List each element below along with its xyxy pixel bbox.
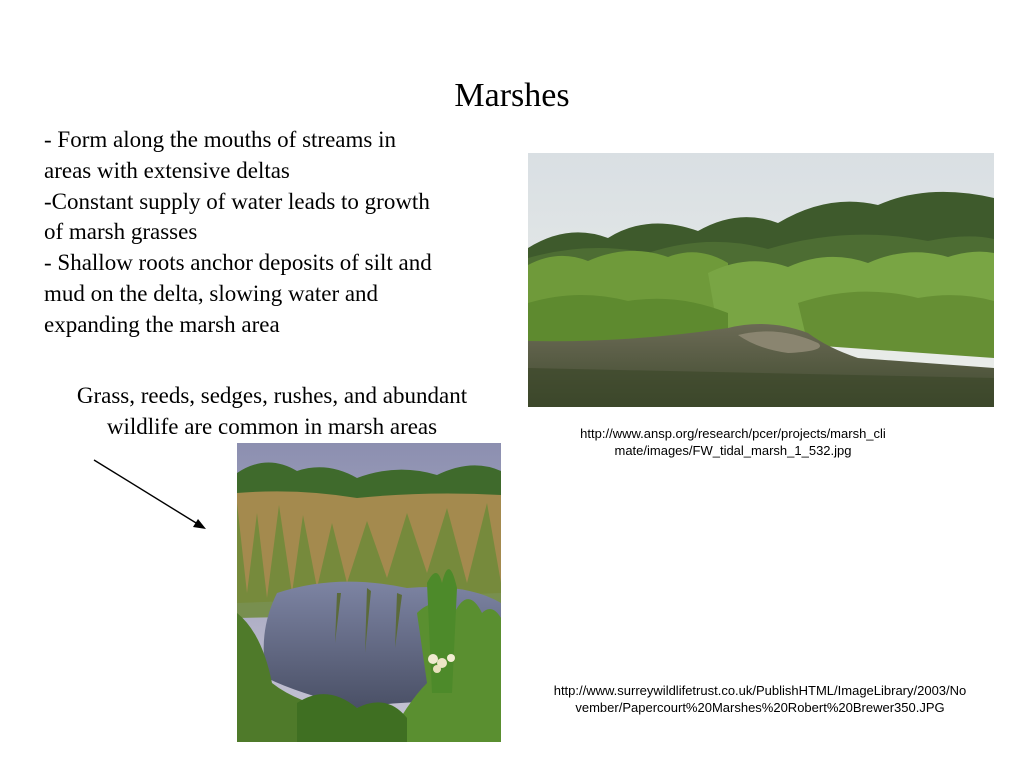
slide-title: Marshes [454, 77, 570, 114]
tidal-marsh-source-url[interactable] [548, 425, 918, 459]
bullet-line: - Form along the mouths of streams in [44, 127, 396, 152]
papercourt-marsh-photo [237, 443, 501, 742]
caption-line: Grass, reeds, sedges, rushes, and abundant [76, 383, 468, 408]
bullet-line: areas with extensive deltas [44, 157, 290, 183]
url-line: http://www.surreywildlifetrust.co.uk/PublishHTML/ImageLibrary/2003/No [553, 683, 967, 698]
bullet-line: expanding the marsh area [44, 311, 280, 337]
url-line: vember/Papercourt%20Marshes%20Robert%20Brewer350.JPG [575, 700, 945, 715]
url-line: http://www.ansp.org/research/pcer/projects/marsh_cli [580, 426, 886, 441]
papercourt-source-url[interactable] [520, 682, 1000, 716]
tidal-marsh-photo [528, 153, 994, 407]
bullet-line: mud on the delta, slowing water and [44, 280, 379, 306]
url-line: mate/images/FW_tidal_marsh_1_532.jpg [614, 443, 852, 458]
bullet-text-block [44, 125, 544, 341]
bullet-line: -Constant supply of water leads to growth [44, 188, 430, 214]
caption-text [22, 381, 522, 442]
arrow-icon [85, 452, 215, 537]
caption-line: wildlife are common in marsh areas [106, 413, 438, 439]
bullet-line: of marsh grasses [44, 219, 198, 245]
bullet-line: - Shallow roots anchor deposits of silt and [44, 250, 432, 276]
